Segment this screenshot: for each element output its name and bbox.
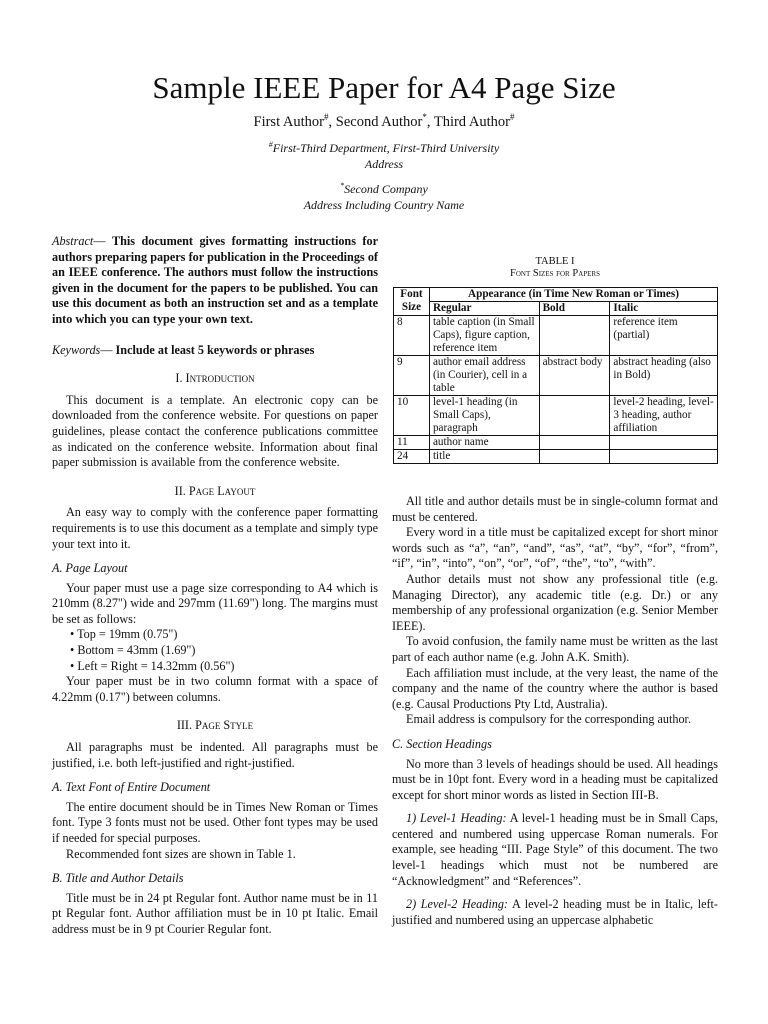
- paragraph: Your paper must be in two column format with a space of 4.22mm (0.17") between columns.: [52, 674, 378, 704]
- table-cell-size: 9: [394, 356, 430, 396]
- table-cell-size: 10: [394, 396, 430, 436]
- paragraph: The entire document should be in Times New Roman or Times font. Type 3 fonts must not be used. Other font types may be used if needed for special purposes.: [52, 799, 378, 845]
- paragraph: This document is a template. An electronic copy can be downloaded from the conference website. For questions on paper guidelines, please contact the conference publications committee as indicated on the conference website. Information about final paper submission is available from the conference website.: [52, 392, 378, 470]
- affiliation-1-mark: #: [268, 140, 273, 149]
- author-3-mark: #: [509, 112, 515, 122]
- subsection-heading-text-font: A. Text Font of Entire Document: [52, 780, 211, 795]
- table-cell-italic: [610, 436, 718, 450]
- keywords-text: Include at least 5 keywords or phrases: [115, 342, 315, 357]
- table-caption-title: Font Sizes for Papers: [510, 268, 600, 279]
- level-2-heading-text: A level-2 heading must be in Italic, left-justified and numbered using an uppercase alphabetic: [392, 897, 718, 927]
- bullet-item: • Bottom = 43mm (1.69"): [70, 643, 196, 658]
- affiliation-2: [0, 178, 768, 213]
- subsection-heading-title-author: B. Title and Author Details: [52, 871, 184, 886]
- paragraph-level1: [392, 811, 718, 889]
- abstract-dash: —: [93, 234, 112, 248]
- affiliation-1-line1: First-Third Department, First-Third University: [272, 141, 500, 155]
- subsection-heading-page-layout: A. Page Layout: [52, 561, 128, 576]
- paragraph: Author details must not show any professional title (e.g. Managing Director), any academic title (e.g. Dr.) or any membership of any professional organization (e.g. Senior Member IEEE).: [392, 571, 718, 633]
- keywords-label: Keywords: [52, 342, 101, 357]
- level-1-heading-text: A level-1 heading must be in Small Caps, centered and numbered using uppercase Roman numerals. For example, see heading “III. Page Style” of this document. The two level-1 headings which must not be numbered are “Acknowledgment” and “References”.: [392, 811, 718, 888]
- table-cell-italic: level-2 heading, level-3 heading, author affiliation: [610, 396, 718, 436]
- section-heading-introduction: I. Introduction: [175, 371, 255, 386]
- abstract-label: Abstract: [52, 234, 94, 248]
- table-cell-bold: abstract body: [539, 356, 610, 396]
- table-row: [394, 316, 718, 356]
- paragraph: To avoid confusion, the family name must be written as the last part of each author name (e.g. John A.K. Smith).: [392, 634, 718, 664]
- table-cell-regular: table caption (in Small Caps), figure caption, reference item: [429, 316, 539, 356]
- paragraph: All paragraphs must be indented. All paragraphs must be justified, i.e. both left-justified and right-justified.: [52, 740, 378, 770]
- affiliation-2-line1: Second Company: [344, 182, 428, 196]
- section-heading-page-layout: II. Page Layout: [174, 483, 256, 498]
- table-cell-regular: title: [429, 450, 539, 464]
- affiliation-1: [0, 137, 768, 172]
- table-caption: [392, 256, 718, 280]
- bullet-item: • Top = 19mm (0.75"): [70, 627, 178, 642]
- author-1-mark: #: [324, 112, 329, 122]
- table-cell-italic: reference item (partial): [610, 316, 718, 356]
- table-header-appearance: Appearance (in Time New Roman or Times): [429, 288, 717, 302]
- keywords: [52, 343, 378, 359]
- table-header-size: Font Size: [394, 288, 430, 316]
- section-heading-page-style: III. Page Style: [176, 718, 254, 733]
- table-header-italic: Italic: [610, 302, 718, 316]
- table-header-row: [394, 288, 718, 302]
- table-cell-regular: author name: [429, 436, 539, 450]
- table-cell-bold: [539, 450, 610, 464]
- table-cell-italic: [610, 450, 718, 464]
- table-header-regular: Regular: [429, 302, 539, 316]
- affiliation-2-mark: *: [340, 181, 345, 190]
- table-cell-size: 11: [394, 436, 430, 450]
- table-caption-number: TABLE I: [535, 256, 575, 267]
- abstract-body: This document gives formatting instructions for authors preparing papers for publication in the Proceedings of an IEEE conference. The authors must follow the instructions given in the document for the papers to be published. You can use this document as both an instruction set and as a template into which you can type your own text.: [52, 234, 378, 326]
- table-cell-regular: level-1 heading (in Small Caps), paragraph: [429, 396, 539, 436]
- abstract: [52, 234, 378, 328]
- table-row: [394, 396, 718, 436]
- table-cell-size: 24: [394, 450, 430, 464]
- author-2-mark: *: [422, 112, 427, 122]
- font-size-table: [393, 287, 718, 464]
- table-cell-regular: author email address (in Courier), cell in a table: [429, 356, 539, 396]
- paragraph: No more than 3 levels of headings should be used. All headings must be in 10pt font. Every word in a heading must be capitalized except for short minor words as listed in Section III-B.: [392, 756, 718, 802]
- paper-title: Sample IEEE Paper for A4 Page Size: [152, 70, 616, 105]
- paragraph: Email address is compulsory for the corresponding author.: [406, 712, 691, 727]
- paragraph: Every word in a title must be capitalized except for short minor words such as “a”, “an”, “and”, “as”, “at”, “by”, “for”, “from”, “if”, “in”, “into”, “on”, “or”, “of”, “the”, “to”, “with”.: [392, 525, 718, 571]
- author-1: First Author: [253, 113, 325, 130]
- keywords-dash: —: [100, 342, 116, 357]
- bullet-item: • Left = Right = 14.32mm (0.56"): [70, 658, 235, 673]
- table-cell-bold: [539, 396, 610, 436]
- table-cell-bold: [539, 316, 610, 356]
- affiliation-2-line2: Address Including Country Name: [303, 198, 465, 212]
- level-1-heading-label: 1) Level-1 Heading:: [406, 811, 507, 826]
- paragraph: Recommended font sizes are shown in Table 1.: [66, 846, 296, 861]
- left-column: [52, 234, 378, 938]
- table-cell-size: 8: [394, 316, 430, 356]
- subsection-heading-section-headings: C. Section Headings: [392, 736, 492, 751]
- paragraph: All title and author details must be in single-column format and must be centered.: [392, 494, 718, 524]
- paragraph: Title must be in 24 pt Regular font. Author name must be in 11 pt Regular font. Author affiliation must be in 10 pt Italic. Email address must be in 9 pt Courier Regular font.: [52, 890, 378, 936]
- paragraph-level2: [392, 897, 718, 928]
- author-2: , Second Author: [328, 113, 423, 130]
- table-row: [394, 436, 718, 450]
- right-column: [392, 494, 718, 928]
- author-line: [0, 112, 768, 131]
- table-cell-italic: abstract heading (also in Bold): [610, 356, 718, 396]
- paragraph: Each affiliation must include, at the very least, the name of the company and the name of the country where the author is based (e.g. Causal Productions Pty Ltd, Australia).: [392, 665, 718, 711]
- table-header-bold: Bold: [539, 302, 610, 316]
- affiliation-1-line2: Address: [364, 157, 404, 171]
- author-3: , Third Author: [426, 113, 510, 130]
- table-cell-bold: [539, 436, 610, 450]
- table-subheader-row: [394, 302, 718, 316]
- paragraph: An easy way to comply with the conference paper formatting requirements is to use this document as a template and simply type your text into it.: [52, 505, 378, 551]
- table-row: [394, 356, 718, 396]
- table-row: [394, 450, 718, 464]
- paragraph: Your paper must use a page size corresponding to A4 which is 210mm (8.27") wide and 297mm (11.69") long. The margins must be set as follows:: [52, 580, 378, 626]
- level-2-heading-label: 2) Level-2 Heading:: [406, 897, 508, 912]
